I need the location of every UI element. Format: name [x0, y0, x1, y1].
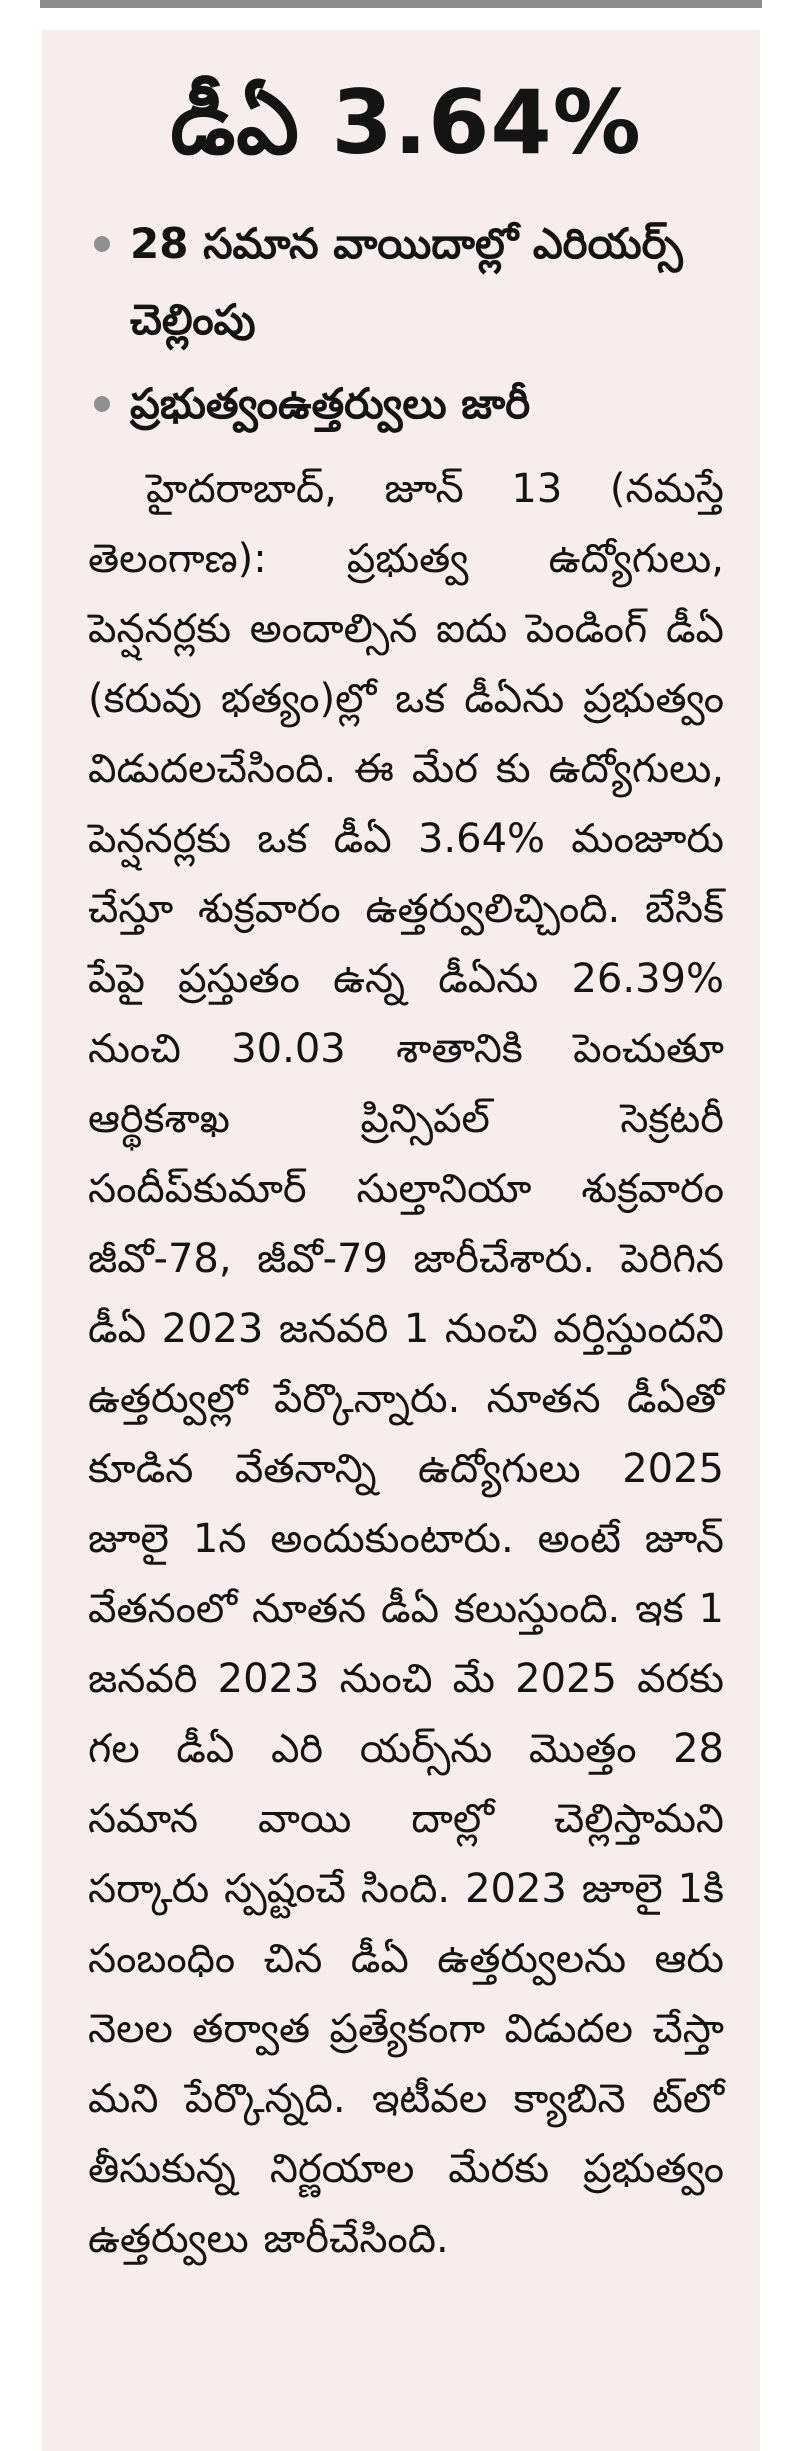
bullet-text: 28 సమాన వాయిదాల్లో ఎరియర్స్ చెల్లింపు [130, 219, 683, 344]
bullet-dot-icon [94, 396, 110, 412]
bullet-list [88, 206, 724, 442]
headline: డీఏ 3.64% [170, 71, 642, 174]
newspaper-clipping [42, 30, 760, 2451]
bullet-dot-icon [94, 236, 110, 252]
bullet-item-arrears [88, 206, 724, 358]
article-body: హైదరాబాద్, జూన్ 13 (నమస్తే తెలంగాణ): ప్రభుత్వ ఉద్యోగులు, పెన్షనర్లకు అందాల్సిన ఐదు పెండింగ్ డీఏ (కరువు భత్యం)ల్లో ఒక డీఏను ప్రభుత్వం విడుదలచేసింది. ఈ మేర కు ఉద్యోగులు, పెన్షనర్లకు ఒక డీఏ 3.64% మంజూరు చేస్తూ శుక్రవారం ఉత్తర్వులిచ్చింది. బేసిక్ పేపై ప్రస్తుతం ఉన్న డీఏను 26.39% నుంచి 30.03 శాతానికి పెంచుతూ ఆర్థికశాఖ ప్రిన్సిపల్ సెక్రటరీ సందీప్‌కుమార్ సుల్తానియా శుక్రవారం జీవో-78, జీవో-79 జారీచేశారు. పెరిగిన డీఏ 2023 జనవరి 1 నుంచి వర్తిస్తుందని ఉత్తర్వుల్లో పేర్కొన్నారు. నూతన డీఏతో కూడిన వేతనాన్ని ఉద్యోగులు 2025 జూలై 1న అందుకుంటారు. అంటే జూన్ వేతనంలో నూతన డీఏ కలుస్తుంది. ఇక 1 జనవరి 2023 నుంచి మే 2025 వరకు గల డీఏ ఎరి యర్స్‌ను మొత్తం 28 సమాన వాయి దాల్లో చెల్లిస్తామని సర్కారు స్పష్టంచే సింది. 2023 జూలై 1కి సంబంధిం చిన డీఏ ఉత్తర్వులను ఆరు నెలల తర్వాత ప్రత్యేకంగా విడుదల చేస్తా మని పేర్కొన్నది. ఇటీవల క్యాబినె ట్‌లో తీసుకున్న నిర్ణయాల మేరకు ప్రభుత్వం ఉత్తర్వులు జారీచేసింది. [88, 466, 724, 2262]
top-border-bar [40, 0, 762, 8]
bullet-text: ప్రభుత్వంఉత్తర్వులు జారీ [130, 379, 531, 428]
bullet-item-orders [88, 366, 724, 442]
